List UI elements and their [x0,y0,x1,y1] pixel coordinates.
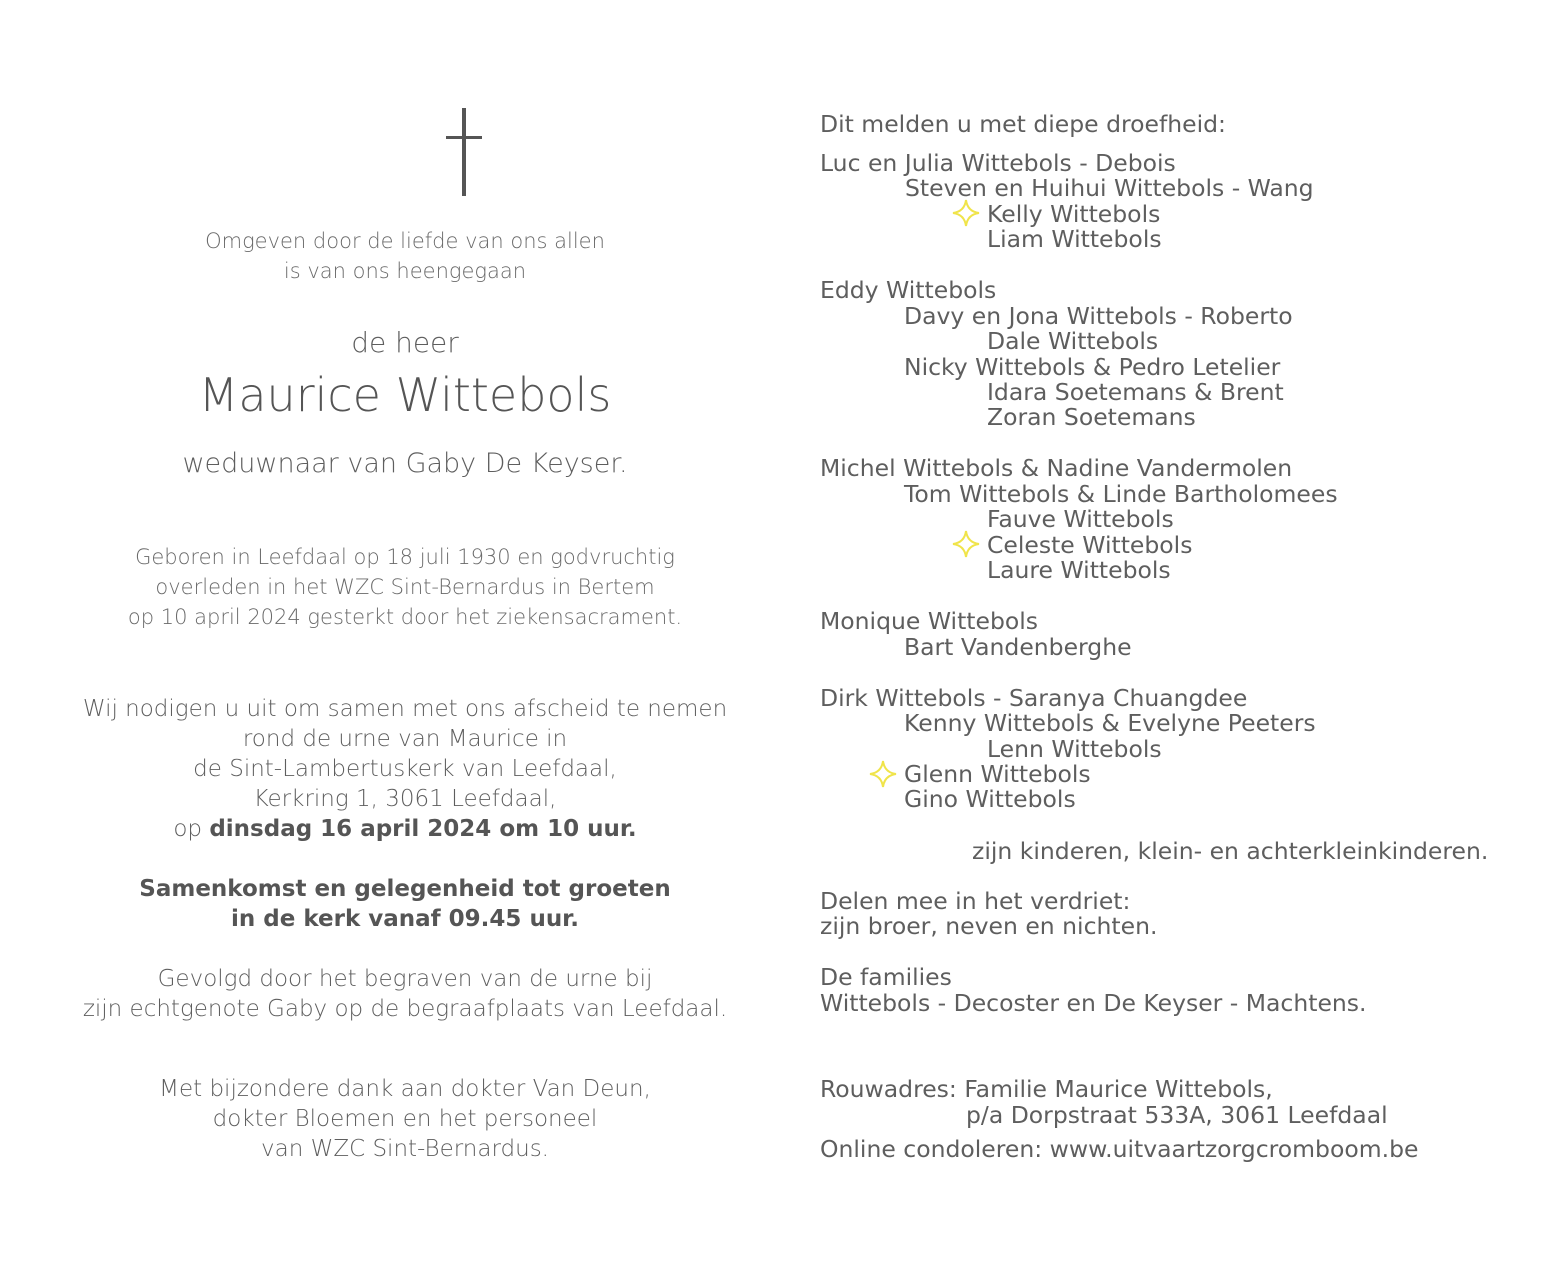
family-line: Laure Wittebols [987,556,1171,584]
family-line: Eddy Wittebols [820,276,997,304]
children-line: zijn kinderen, klein- en achterkleinkinderen. [972,837,1489,865]
address-line-2: p/a Dorpstraat 533A, 3061 Leefdaal [966,1101,1388,1129]
gathering-line-1: Samenkomst en gelegenheid tot groeten [139,876,671,902]
invite-line-4: Kerkring 1, 3061 Leefdaal, [253,786,557,812]
birth-line-2: overleden in het WZC Sint-Bernardus in Bertem [155,575,655,599]
family-line: Gino Wittebols [904,785,1076,813]
family-line: Liam Wittebols [987,225,1162,253]
family-line: Davy en Jona Wittebols - Roberto [904,302,1293,330]
invite-op: op [173,816,210,842]
invite-line-5 [60,814,750,844]
families-line-1: De families [820,963,952,991]
thanks-line-2: dokter Bloemen en het personeel [212,1106,598,1132]
thanks-line-1: Met bijzondere dank aan dokter Van Deun, [159,1076,651,1102]
families-line-2: Wittebols - Decoster en De Keyser - Machtens. [820,989,1367,1017]
family-line: Lenn Wittebols [987,735,1162,763]
address-line-1: Rouwadres: Familie Maurice Wittebols, [820,1075,1273,1103]
family-line: Kenny Wittebols & Evelyne Peeters [904,709,1316,737]
family-line: Dale Wittebols [987,327,1159,355]
invite-line-1: Wij nodigen u uit om samen met ons afscheid te nemen [82,696,728,722]
family-line: Celeste Wittebols [987,531,1193,559]
family-line: Kelly Wittebols [987,200,1161,228]
gathering-line-2: in de kerk vanaf 09.45 uur. [231,906,579,932]
honorific: de heer [351,326,459,359]
family-line: Tom Wittebols & Linde Bartholomees [904,480,1338,508]
deceased-name: Maurice Wittebols [198,368,612,422]
online-condolence: Online condoleren: www.uitvaartzorgcromboom.be [820,1135,1419,1163]
announce-heading: Dit melden u met diepe droefheid: [820,110,1226,138]
birth-line-3: op 10 april 2024 gesterkt door het ziekensacrament. [127,605,683,629]
invite-line-3: de Sint-Lambertuskerk van Leefdaal, [193,756,617,782]
family-line: Idara Soetemans & Brent [987,378,1284,406]
ceremony-date: dinsdag 16 april 2024 om 10 uur. [209,816,637,842]
share-line-1: Delen mee in het verdriet: [820,887,1131,915]
invite-line-2: rond de urne van Maurice in [242,726,568,752]
family-line: Steven en Huihui Wittebols - Wang [905,174,1314,202]
family-line: Glenn Wittebols [904,760,1091,788]
intro-line-2: is van ons heengegaan [283,259,527,283]
thanks-line-3: van WZC Sint-Bernardus. [261,1136,549,1162]
family-line: Luc en Julia Wittebols - Debois [820,149,1176,177]
birth-line-1: Geboren in Leefdaal op 18 juli 1930 en godvruchtig [135,545,675,569]
star-icon [952,199,980,227]
family-line: Nicky Wittebols & Pedro Letelier [904,353,1281,381]
cross-icon [446,108,482,196]
burial-line-1: Gevolgd door het begraven van de urne bij [157,966,653,992]
family-line: Dirk Wittebols - Saranya Chuangdee [820,684,1248,712]
star-icon [869,760,897,788]
family-line: Monique Wittebols [820,607,1039,635]
family-line: Bart Vandenberghe [904,633,1132,661]
family-line: Michel Wittebols & Nadine Vandermolen [820,454,1293,482]
share-line-2: zijn broer, neven en nichten. [820,912,1158,940]
burial-line-2: zijn echtgenote Gaby op de begraafplaats van Leefdaal. [82,996,728,1022]
intro-line-1: Omgeven door de liefde van ons allen [205,229,605,253]
widower-line: weduwnaar van Gaby De Keyser. [182,448,628,479]
family-line: Zoran Soetemans [987,403,1196,431]
family-line: Fauve Wittebols [987,505,1174,533]
star-icon [952,530,980,558]
